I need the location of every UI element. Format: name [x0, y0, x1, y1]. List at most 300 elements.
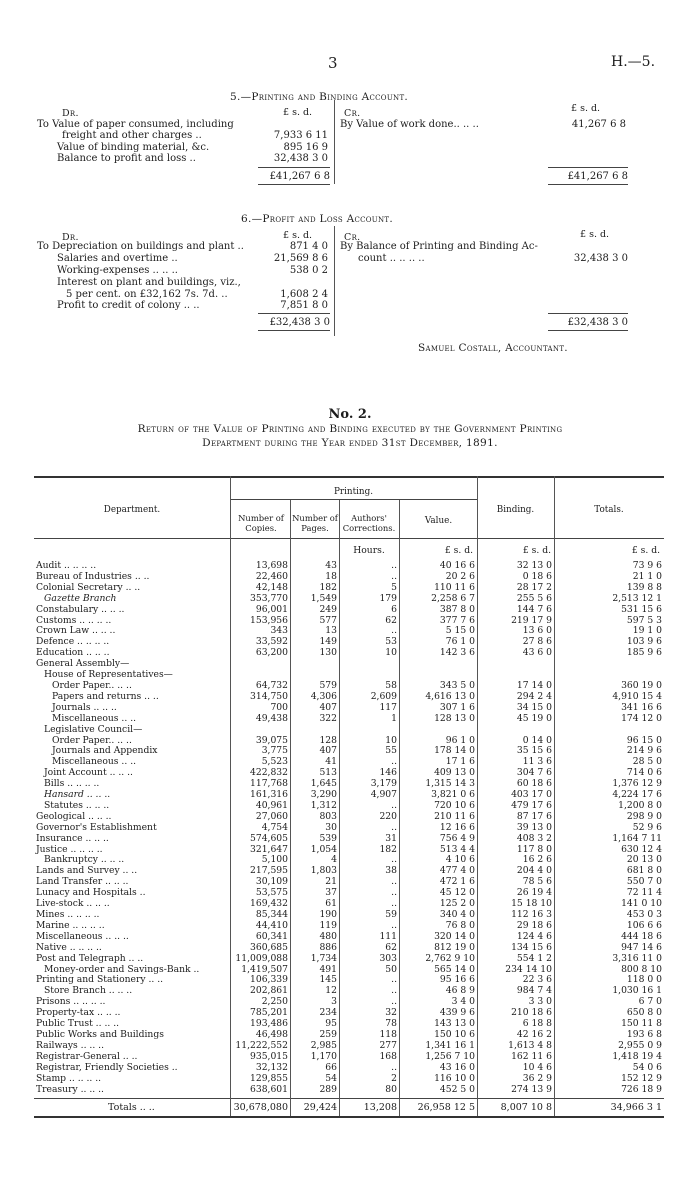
- account5-debit-label: freight and other charges ..: [62, 130, 202, 141]
- dept-cell: Papers and returns .. ..: [52, 691, 159, 702]
- pages-cell: 30: [325, 822, 337, 833]
- corrections-cell: ..: [391, 822, 397, 833]
- dept-cell: Miscellaneous .. ..: [52, 713, 137, 724]
- total-cell: 214 9 6: [626, 746, 662, 757]
- corrections-cell: 62: [385, 615, 397, 626]
- value-cell: 17 1 6: [445, 757, 475, 768]
- total-cell: 3,316 11 0: [612, 953, 662, 964]
- copies-cell: 3,775: [261, 746, 288, 757]
- dept-cell: Gazette Branch: [44, 593, 117, 604]
- account5-unit-left: £ s. d.: [283, 107, 313, 118]
- table-row: [34, 997, 664, 1008]
- total-cell: 6 7 0: [638, 997, 662, 1008]
- return-title-line2: Department during the Year ended 31st December, 1891.: [202, 437, 498, 449]
- dept-cell: Insurance .. .. ..: [36, 833, 109, 844]
- pages-cell: 1,645: [310, 779, 337, 790]
- dept-cell: Journals and Appendix: [52, 746, 158, 757]
- copies-cell: 11,222,552: [235, 1040, 288, 1051]
- account6-total-right: £32,438 3 0: [567, 317, 628, 328]
- total-cell: 174 12 0: [621, 713, 662, 724]
- table-row: [34, 910, 664, 921]
- binding-cell: 36 2 9: [522, 1073, 552, 1084]
- total-cell: 360 19 0: [621, 680, 662, 691]
- copies-cell: 13,698: [255, 561, 288, 571]
- table-row: [34, 659, 664, 670]
- header-pages: Number of Pages.: [292, 513, 338, 533]
- pages-cell: 4,306: [310, 691, 337, 702]
- dept-cell: Order Paper.. .. ..: [52, 735, 132, 746]
- corrections-cell: 303: [379, 953, 397, 964]
- corrections-cell: 10: [385, 648, 397, 659]
- copies-cell: 193,486: [250, 1019, 288, 1030]
- table-row: [34, 975, 664, 986]
- dept-cell: Justice .. .. .. ..: [36, 844, 103, 855]
- value-cell: 439 9 6: [439, 1008, 475, 1019]
- table-row: [34, 1052, 664, 1063]
- header-department: Department.: [103, 505, 161, 515]
- copies-cell: 321,647: [250, 844, 288, 855]
- copies-cell: 353,770: [250, 593, 288, 604]
- binding-cell: 42 16 2: [516, 1029, 552, 1040]
- binding-cell: 210 18 6: [511, 1008, 552, 1019]
- copies-cell: 32,132: [255, 1062, 288, 1073]
- corrections-cell: 32: [385, 1008, 397, 1019]
- corrections-cell: ..: [391, 800, 397, 811]
- total-cell: 103 9 6: [626, 637, 662, 648]
- value-cell: 125 2 0: [439, 899, 475, 910]
- value-cell: 377 7 6: [439, 615, 475, 626]
- binding-cell: 17 14 0: [516, 680, 552, 691]
- header-totals: Totals.: [594, 505, 624, 515]
- pages-cell: 491: [319, 964, 337, 975]
- copies-cell: 169,432: [250, 899, 288, 910]
- dept-cell: Joint Account .. .. ..: [44, 768, 133, 779]
- dept-cell: Marine .. .. .. ..: [36, 920, 105, 931]
- table-row: [34, 888, 664, 899]
- dept-cell: Public Trust .. .. ..: [36, 1019, 120, 1030]
- value-cell: [399, 670, 477, 681]
- corrections-cell: ..: [391, 986, 397, 997]
- corrections-cell: ..: [391, 561, 397, 571]
- table-row: [34, 725, 664, 736]
- account6-debit-label: Working-expenses .. .. ..: [57, 265, 178, 276]
- table-row: [34, 594, 664, 605]
- value-cell: 40 16 6: [439, 561, 475, 571]
- dept-cell: Bureau of Industries .. ..: [36, 571, 150, 582]
- value-cell: [399, 725, 477, 736]
- totals-label: Totals .. ..: [108, 1102, 155, 1113]
- copies-cell: 360,685: [250, 942, 288, 953]
- binding-cell: 60 18 6: [516, 779, 552, 790]
- dept-cell: Stamp .. .. .. ..: [36, 1073, 102, 1084]
- total-cell: [554, 670, 664, 681]
- total-cell: 1,164 7 11: [612, 833, 662, 844]
- total-cell: 28 5 0: [632, 757, 662, 768]
- copies-cell: 46,498: [255, 1029, 288, 1040]
- copies-cell: 638,601: [250, 1084, 288, 1095]
- table-row: [34, 681, 664, 692]
- table-row: [34, 670, 664, 681]
- table-row: [34, 1008, 664, 1019]
- account6-cr: Cr.: [344, 232, 361, 243]
- pages-cell: 803: [319, 811, 337, 822]
- corrections-cell: 31: [385, 833, 397, 844]
- account6-title: 6.—Profit and Loss Account.: [241, 213, 394, 225]
- copies-cell: 22,460: [255, 571, 288, 582]
- value-cell: 96 1 0: [445, 735, 475, 746]
- copies-cell: 217,595: [250, 866, 288, 877]
- corrections-cell: 3,179: [370, 779, 397, 790]
- table-row: [34, 605, 664, 616]
- total-cell: 19 1 0: [632, 626, 662, 637]
- copies-cell: 64,732: [255, 680, 288, 691]
- dept-cell: Registrar-General .. ..: [36, 1051, 138, 1062]
- copies-cell: 49,438: [255, 713, 288, 724]
- dept-cell: Printing and Stationery .. ..: [36, 975, 164, 986]
- header-corrections: Authors' Corrections.: [342, 513, 396, 533]
- pages-cell: 2,985: [310, 1040, 337, 1051]
- units-hours: Hours.: [353, 545, 385, 556]
- copies-cell: 63,200: [255, 648, 288, 659]
- table-row: [34, 823, 664, 834]
- pages-cell: 61: [325, 899, 337, 910]
- account5-cr: Cr.: [344, 108, 361, 119]
- total-cell: [554, 659, 664, 670]
- value-cell: 110 11 6: [434, 582, 475, 593]
- table-row: [34, 648, 664, 659]
- units-totals: £ s. d.: [631, 545, 660, 556]
- binding-cell: 15 18 10: [511, 899, 552, 910]
- total-cell: 106 6 6: [626, 920, 662, 931]
- copies-cell: 1,419,507: [241, 964, 288, 975]
- table-row: [34, 921, 664, 932]
- pages-cell: 234: [319, 1008, 337, 1019]
- binding-cell: 34 15 0: [516, 702, 552, 713]
- pages-cell: 322: [319, 713, 337, 724]
- account6-debit-amount: 1,608 2 4: [280, 289, 328, 300]
- value-cell: 472 1 6: [439, 877, 475, 888]
- copies-cell: 129,855: [250, 1073, 288, 1084]
- binding-cell: [477, 670, 554, 681]
- binding-cell: 0 18 6: [522, 571, 552, 582]
- table-row: [34, 932, 664, 943]
- corrections-cell: ..: [391, 975, 397, 986]
- header-value: Value.: [424, 516, 453, 526]
- binding-cell: 27 8 6: [522, 637, 552, 648]
- corrections-cell: 111: [379, 931, 397, 942]
- binding-cell: 78 5 6: [522, 877, 552, 888]
- table-row: [34, 637, 664, 648]
- pages-cell: 21: [325, 877, 337, 888]
- value-cell: 46 8 9: [445, 986, 475, 997]
- value-cell: 43 16 0: [439, 1062, 475, 1073]
- copies-cell: 53,575: [255, 888, 288, 899]
- pages-cell: 43: [325, 561, 337, 571]
- dept-cell: Miscellaneous .. ..: [52, 757, 137, 768]
- pages-cell: 12: [325, 986, 337, 997]
- corrections-cell: 2,609: [370, 691, 397, 702]
- account5-debit-amount: 7,933 6 11: [273, 130, 328, 141]
- corrections-cell: ..: [391, 757, 397, 768]
- dept-cell: Journals .. .. ..: [52, 702, 117, 713]
- copies-cell: 700: [270, 702, 288, 713]
- dept-cell: Public Works and Buildings: [36, 1029, 164, 1040]
- value-cell: 142 3 6: [439, 648, 475, 659]
- table-row: [34, 626, 664, 637]
- binding-cell: 28 17 2: [516, 582, 552, 593]
- table-row: [34, 855, 664, 866]
- binding-cell: 112 16 3: [511, 910, 552, 920]
- total-cell: 73 9 6: [632, 561, 662, 571]
- copies-cell: 106,339: [250, 975, 288, 986]
- total-cell: 444 18 6: [621, 931, 662, 942]
- copies-cell: 42,148: [255, 582, 288, 593]
- corrections-cell: 6: [391, 604, 397, 615]
- total-cell: 141 0 10: [621, 899, 662, 910]
- total-cell: 1,376 12 9: [612, 779, 662, 790]
- corrections-cell: [339, 725, 399, 736]
- units-value: £ s. d.: [444, 545, 473, 556]
- copies-cell: 574,605: [250, 833, 288, 844]
- value-cell: 320 14 0: [434, 931, 475, 942]
- corrections-cell: ..: [391, 997, 397, 1008]
- account6-debit-amount: 7,851 8 0: [280, 300, 328, 311]
- corrections-cell: 62: [385, 942, 397, 953]
- copies-cell: 11,009,088: [235, 953, 288, 964]
- binding-cell: 13 6 0: [522, 626, 552, 637]
- binding-cell: 6 18 8: [522, 1019, 552, 1030]
- dept-cell: Property-tax .. .. ..: [36, 1008, 121, 1019]
- total-cell: 650 8 0: [626, 1008, 662, 1019]
- pages-cell: 145: [319, 975, 337, 986]
- account5-credit-label: By Value of work done.. .. ..: [340, 119, 479, 130]
- corrections-cell: [339, 670, 399, 681]
- account6-debit-amount: 21,569 8 6: [273, 253, 328, 264]
- value-cell: 720 10 6: [434, 800, 475, 811]
- value-cell: 3,821 0 6: [431, 790, 475, 801]
- dept-cell: Statutes .. .. ..: [44, 800, 110, 811]
- value-cell: 210 11 6: [434, 811, 475, 822]
- total-cell: 193 6 8: [626, 1029, 662, 1040]
- copies-cell: 202,861: [250, 986, 288, 997]
- binding-cell: 0 14 0: [522, 735, 552, 746]
- binding-cell: 3 3 0: [528, 997, 552, 1008]
- total-cell: 453 0 3: [626, 910, 662, 920]
- value-cell: 307 1 6: [439, 702, 475, 713]
- totals-value: 26,958 12 5: [417, 1102, 475, 1113]
- value-cell: 76 8 0: [445, 920, 475, 931]
- dept-cell: Customs .. .. .. ..: [36, 615, 112, 626]
- table-row: [34, 779, 664, 790]
- corrections-cell: 4,907: [370, 790, 397, 801]
- binding-cell: 274 13 9: [511, 1084, 552, 1095]
- binding-cell: 22 3 6: [522, 975, 552, 986]
- corrections-cell: ..: [391, 920, 397, 931]
- corrections-cell: 5: [391, 582, 397, 593]
- table-row: [34, 746, 664, 757]
- return-table: [34, 561, 664, 1095]
- pages-cell: 182: [319, 582, 337, 593]
- total-cell: 21 1 0: [632, 571, 662, 582]
- copies-cell: 27,060: [255, 811, 288, 822]
- value-cell: 4,616 13 0: [425, 691, 475, 702]
- binding-cell: 124 4 6: [516, 931, 552, 942]
- corrections-cell: ..: [391, 626, 397, 637]
- account5-total-left: £41,267 6 8: [269, 171, 330, 182]
- copies-cell: 117,768: [250, 779, 288, 790]
- binding-cell: 219 17 9: [511, 615, 552, 626]
- table-row: [34, 757, 664, 768]
- account6-debit-amount: 871 4 0: [289, 241, 328, 252]
- copies-cell: [230, 670, 290, 681]
- section-number: No. 2.: [328, 407, 372, 422]
- binding-cell: 29 18 6: [516, 920, 552, 931]
- copies-cell: 422,832: [250, 768, 288, 779]
- pages-cell: 95: [325, 1019, 337, 1030]
- corrections-cell: 78: [385, 1019, 397, 1030]
- copies-cell: 5,523: [261, 757, 288, 768]
- value-cell: 4 10 6: [445, 855, 475, 866]
- corrections-cell: ..: [391, 877, 397, 888]
- return-table-body: [34, 561, 664, 1095]
- binding-cell: 204 4 0: [516, 866, 552, 877]
- account6-debit-amount: 538 0 2: [289, 265, 328, 276]
- pages-cell: 3: [331, 997, 337, 1008]
- dept-cell: General Assembly—: [36, 659, 130, 670]
- binding-cell: 554 1 2: [516, 953, 552, 964]
- binding-cell: 35 15 6: [516, 746, 552, 757]
- total-cell: 54 0 6: [632, 1062, 662, 1073]
- pages-cell: 577: [319, 615, 337, 626]
- pages-cell: 37: [325, 888, 337, 899]
- account5-dr: Dr.: [62, 108, 79, 119]
- copies-cell: 785,201: [250, 1008, 288, 1019]
- table-row: [34, 801, 664, 812]
- total-cell: 2,955 0 9: [618, 1040, 662, 1051]
- table-row: [34, 943, 664, 954]
- value-cell: 1,256 7 10: [425, 1051, 475, 1062]
- value-cell: 1,341 16 1: [425, 1040, 475, 1051]
- corrections-cell: 80: [385, 1084, 397, 1095]
- copies-cell: 40,961: [255, 800, 288, 811]
- copies-cell: 343: [270, 626, 288, 637]
- account5-debit-label: To Value of paper consumed, including: [37, 119, 234, 130]
- value-cell: 76 1 0: [445, 637, 475, 648]
- dept-cell: Legislative Council—: [44, 724, 143, 735]
- corrections-cell: ..: [391, 571, 397, 582]
- dept-cell: Defence .. .. .. ..: [36, 637, 110, 648]
- pages-cell: 119: [319, 920, 337, 931]
- corrections-cell: 58: [385, 680, 397, 691]
- copies-cell: [230, 659, 290, 670]
- account6-credit-amount: 32,438 3 0: [573, 253, 628, 264]
- table-row: [34, 1041, 664, 1052]
- account6-debit-label: Salaries and overtime ..: [57, 253, 178, 264]
- value-cell: 340 4 0: [439, 910, 475, 920]
- account6-unit-left: £ s. d.: [283, 230, 313, 241]
- corrections-cell: 146: [379, 768, 397, 779]
- units-binding: £ s. d.: [522, 545, 551, 556]
- dept-cell: Lunacy and Hospitals ..: [36, 888, 146, 899]
- total-cell: 52 9 6: [632, 822, 662, 833]
- total-cell: 2,513 12 1: [612, 593, 662, 604]
- corrections-cell: 117: [379, 702, 397, 713]
- totals-grand: 34,966 3 1: [610, 1102, 662, 1113]
- header-binding: Binding.: [496, 505, 535, 515]
- value-cell: 409 13 0: [434, 768, 475, 779]
- account6-debit-label: Interest on plant and buildings, viz.,: [57, 277, 241, 288]
- binding-cell: 162 11 6: [511, 1051, 552, 1062]
- total-cell: 96 15 0: [626, 735, 662, 746]
- table-row: [34, 986, 664, 997]
- dept-cell: Post and Telegraph .. ..: [36, 953, 144, 964]
- total-cell: [554, 725, 664, 736]
- binding-cell: 134 15 6: [511, 942, 552, 953]
- account6-unit-right: £ s. d.: [580, 229, 610, 240]
- binding-cell: 10 4 6: [522, 1062, 552, 1073]
- value-cell: 2,762 9 10: [425, 953, 475, 964]
- dept-cell: Order Paper.. .. ..: [52, 680, 132, 691]
- dept-cell: Geological .. .. ..: [36, 811, 112, 822]
- total-cell: 630 12 4: [621, 844, 662, 855]
- totals-pages: 29,424: [303, 1102, 337, 1113]
- table-row: [34, 845, 664, 856]
- pages-cell: 249: [319, 604, 337, 615]
- pages-cell: 4: [331, 855, 337, 866]
- dept-cell: Bankruptcy .. .. ..: [44, 855, 125, 866]
- account6-credit-label: By Balance of Printing and Binding Ac-: [340, 241, 538, 252]
- binding-cell: 45 19 0: [516, 713, 552, 724]
- value-cell: 116 10 0: [434, 1073, 475, 1084]
- value-cell: 756 4 9: [439, 833, 475, 844]
- total-cell: 298 9 0: [626, 811, 662, 822]
- binding-cell: [477, 659, 554, 670]
- copies-cell: 314,750: [250, 691, 288, 702]
- table-row: [34, 1030, 664, 1041]
- copies-cell: 935,015: [250, 1051, 288, 1062]
- table-row: [34, 616, 664, 627]
- value-cell: 3 4 0: [451, 997, 475, 1008]
- pages-cell: 41: [325, 757, 337, 768]
- binding-cell: 26 19 4: [516, 888, 552, 899]
- binding-cell: 294 2 4: [516, 691, 552, 702]
- corrections-cell: 59: [385, 910, 397, 920]
- binding-cell: 1,613 4 8: [508, 1040, 552, 1051]
- value-cell: 2,258 6 7: [431, 593, 475, 604]
- binding-cell: 16 2 6: [522, 855, 552, 866]
- copies-cell: 60,341: [255, 931, 288, 942]
- document-reference: H.—5.: [611, 54, 656, 70]
- binding-cell: 304 7 6: [516, 768, 552, 779]
- account5-credit-amount: 41,267 6 8: [571, 119, 626, 130]
- accountant-signature: Samuel Costall, Accountant.: [418, 342, 568, 354]
- pages-cell: 480: [319, 931, 337, 942]
- account6-dr: Dr.: [62, 232, 79, 243]
- pages-cell: [290, 670, 339, 681]
- dept-cell: Native .. .. .. ..: [36, 942, 102, 953]
- value-cell: 143 13 0: [434, 1019, 475, 1030]
- pages-cell: 1,054: [310, 844, 337, 855]
- total-cell: 681 8 0: [626, 866, 662, 877]
- dept-cell: Miscellaneous .. .. ..: [36, 931, 129, 942]
- dept-cell: Education .. .. ..: [36, 648, 110, 659]
- value-cell: 5 15 0: [445, 626, 475, 637]
- table-row: [34, 965, 664, 976]
- corrections-cell: 220: [379, 811, 397, 822]
- dept-cell: Hansard .. .. ..: [44, 790, 111, 801]
- dept-cell: Live-stock .. .. ..: [36, 899, 110, 910]
- total-cell: 118 0 0: [626, 975, 662, 986]
